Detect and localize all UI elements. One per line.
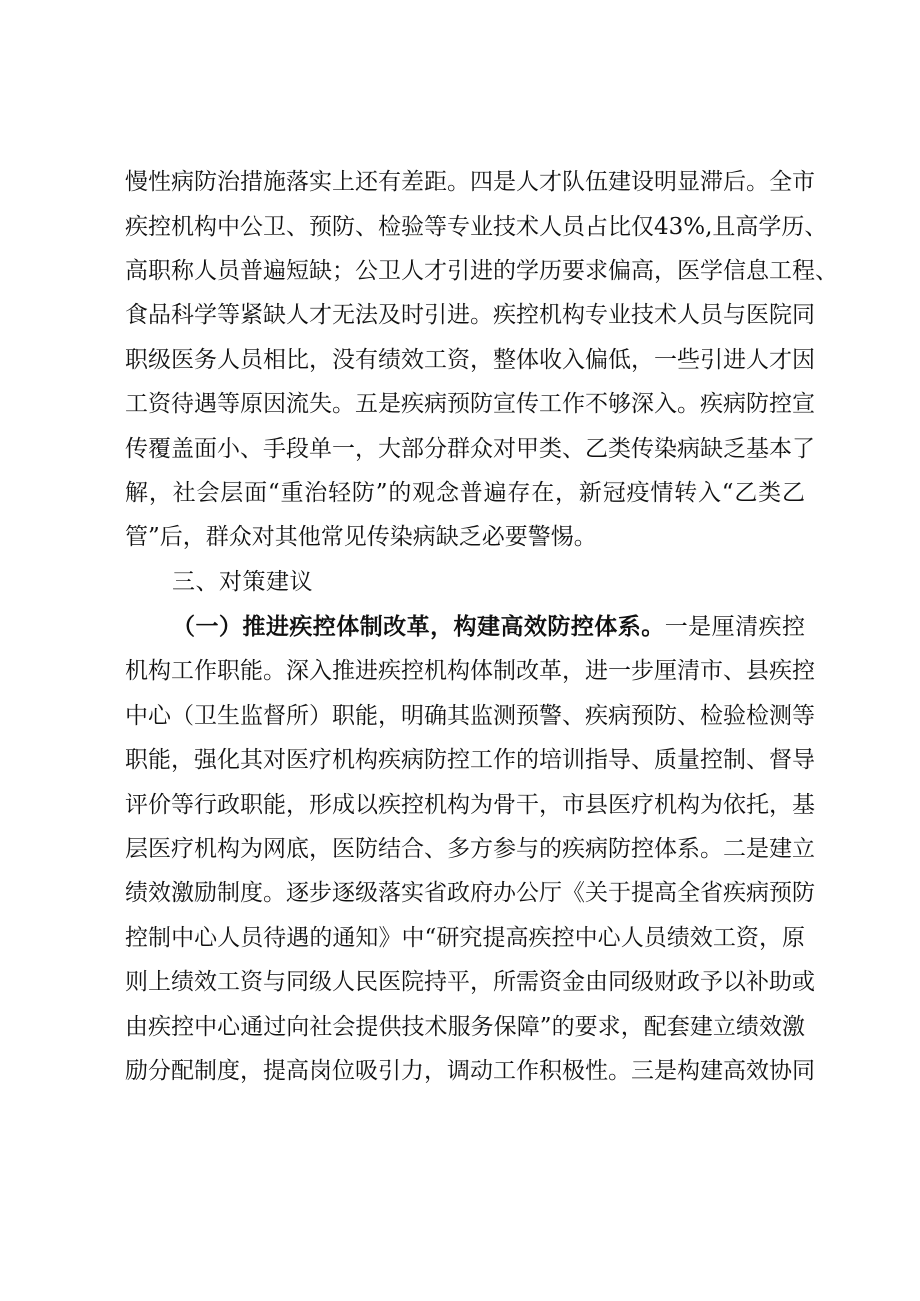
paragraph-2-line: 由疾控中心通过向社会提供技术服务保障”的要求，配套建立绩效激 — [125, 1014, 805, 1040]
paragraph-2-line: 层医疗机构为网底，医防结合、多方参与的疾病防控体系。二是建立 — [125, 836, 815, 862]
paragraph-2-line: 评价等行政职能，形成以疾控机构为骨干，市县医疗机构为依托，基 — [125, 792, 815, 818]
paragraph-1-line: 传覆盖面小、手段单一，大部分群众对甲类、乙类传染病缺乏基本了 — [125, 436, 815, 462]
paragraph-2-line: 则上绩效工资与同级人民医院持平，所需资金由同级财政予以补助或 — [125, 969, 815, 995]
paragraph-1-line: 食品科学等紧缺人才无法及时引进。疾控机构专业技术人员与医院同 — [125, 302, 815, 328]
paragraph-1-line: 工资待遇等原因流失。五是疾病预防宣传工作不够深入。疾病防控宣 — [125, 391, 815, 417]
paragraph-2-line: 中心（卫生监督所）职能，明确其监测预警、疾病预防、检验检测等 — [125, 703, 815, 729]
paragraph-2-line: 控制中心人员待遇的通知》中“研究提高疾控中心人员绩效工资，原 — [125, 925, 805, 951]
paragraph-1-line: 解，社会层面“重治轻防”的观念普遍存在，新冠疫情转入“乙类乙 — [125, 480, 805, 506]
paragraph-2-line: 励分配制度，提高岗位吸引力，调动工作积极性。三是构建高效协同 — [125, 1058, 815, 1084]
paragraph-2-line: 机构工作职能。深入推进疾控机构体制改革，进一步厘清市、县疾控 — [125, 658, 815, 684]
paragraph-2-first-line-rest: 一是厘清疾控 — [664, 614, 806, 640]
paragraph-1-line: 职级医务人员相比，没有绩效工资，整体收入偏低，一些引进人才因 — [125, 347, 815, 373]
paragraph-1-line: 慢性病防治措施落实上还有差距。四是人才队伍建设明显滞后。全市 — [125, 169, 815, 195]
paragraph-2-line: 绩效激励制度。逐步逐级落实省政府办公厅《关于提高全省疾病预防 — [125, 880, 815, 906]
paragraph-2-bold-lead: （一）推进疾控体制改革，构建高效防控体系。 — [172, 614, 665, 640]
paragraph-2-first-line — [172, 605, 805, 649]
section-heading: 三、对策建议 — [172, 569, 313, 595]
paragraph-1-line: 高职称人员普遍短缺；公卫人才引进的学历要求偏高，医学信息工程、 — [125, 258, 838, 284]
paragraph-1-line: 管”后，群众对其他常见传染病缺乏必要警惕。 — [125, 524, 597, 550]
paragraph-2-line: 职能，强化其对医疗机构疾病防控工作的培训指导、质量控制、督导 — [125, 747, 815, 773]
paragraph-1-line: 疾控机构中公卫、预防、检验等专业技术人员占比仅43%,且高学历、 — [125, 214, 828, 240]
